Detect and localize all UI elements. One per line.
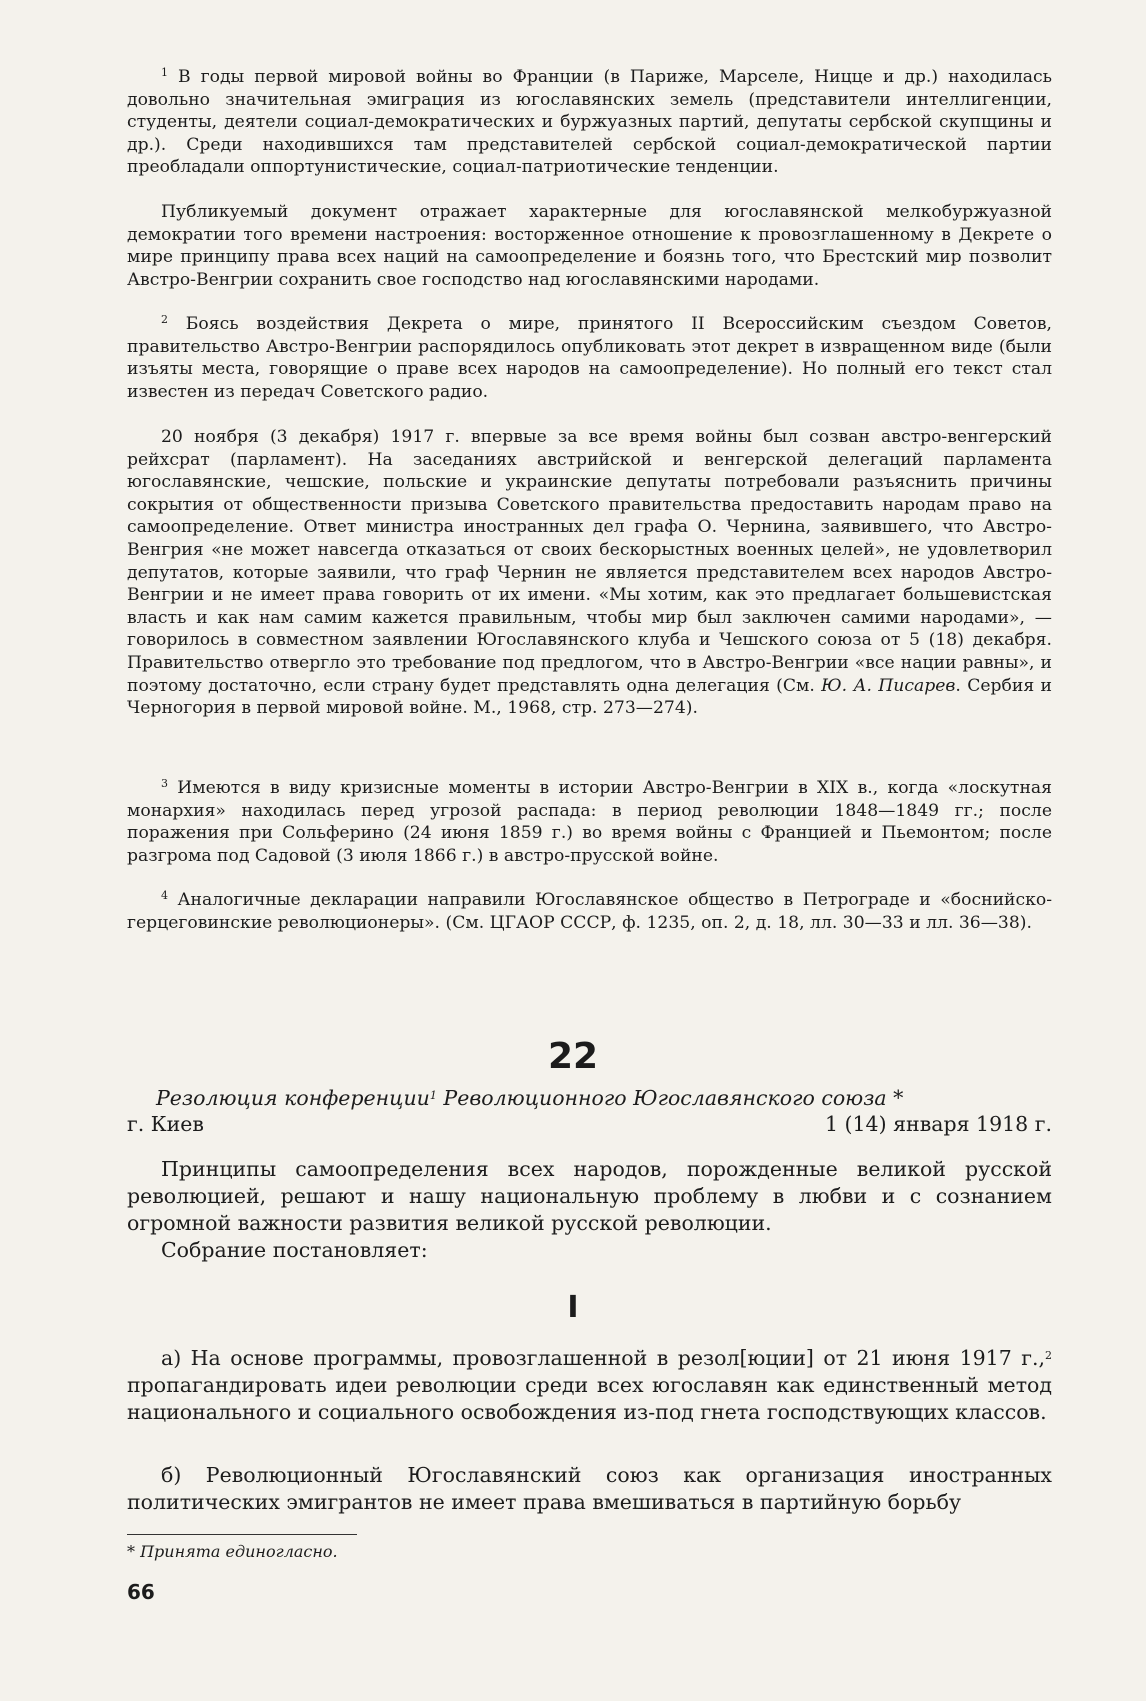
footnote-marker: 3 xyxy=(161,777,168,790)
intro-paragraph: Принципы самоопределения всех народов, порожденные великой русской революцией, решают и нашу национальную проблему в любви и с сознанием огромной важности развития великой русской революции. xyxy=(127,1157,1052,1235)
document-date: 1 (14) января 1918 г. xyxy=(824,1112,1052,1136)
footnote-3 xyxy=(127,777,1052,867)
section-number: I xyxy=(567,1290,579,1325)
footnote-text: Боясь воздействия Декрета о мире, принятого II Всероссийским съездом Советов, правительство Австро-Венгрии распорядилось опубликовать этот декрет в извращенном виде (были изъяты места, говорящие о праве всех народов на самоопределение). Но полный его текст стал известен из передач Советского радио. xyxy=(127,314,1052,402)
item-a-text: пропагандировать идеи революции среди всех югославян как единственный метод национального и социального освобождения из-под гнета господствующих классов. xyxy=(127,1373,1052,1424)
cited-author: Ю. А. Писарев xyxy=(821,675,956,696)
item-a-footnote-marker: 2 xyxy=(1045,1349,1052,1362)
footnote-4 xyxy=(127,889,1052,934)
footnote-marker: 4 xyxy=(161,889,168,902)
title-text: Революционного Югославянского союза xyxy=(436,1086,887,1110)
footnote-1-continued xyxy=(127,201,1052,291)
footnote-marker: 1 xyxy=(161,66,168,79)
assembly-line: Собрание постановляет: xyxy=(161,1238,428,1262)
document-place: г. Киев xyxy=(127,1112,204,1136)
title-footnote-marker: 1 xyxy=(429,1089,437,1102)
footnote-2 xyxy=(127,313,1052,403)
footnote-text: Публикуемый документ отражает характерные для югославянской мелкобуржуазной демократии того времени настроения: восторженное отношение к провозглашенному в Декрете о мире принципу права всех наций на самоопределение и боязнь того, что Брестский мир позволит Австро-Венгрии сохранить свое господство над югославянскими народами. xyxy=(127,202,1052,290)
item-a-text: а) На основе программы, провозглашенной в резол[юции] от 21 июня 1917 г., xyxy=(161,1346,1045,1370)
footnote-text: В годы первой мировой войны во Франции (в Париже, Марселе, Ницце и др.) находилась довольно значительная эмиграция из югославянских земель (представители интеллигенции, студенты, деятели социал-демократических и буржуазных партий, депутаты сербской скупщины и др.). Среди находившихся там представителей сербской социал-демократической партии преобладали оппортунистические, социал-патриотические тенденции. xyxy=(127,67,1052,178)
page-number: 66 xyxy=(127,1580,155,1604)
item-b: б) Революционный Югославянский союз как организация иностранных политических эмигрантов не имеет права вмешиваться в партийную борьбу xyxy=(127,1463,1052,1514)
title-star-marker: * xyxy=(886,1086,904,1110)
document-number: 22 xyxy=(547,1036,599,1077)
footnote-marker: 2 xyxy=(161,313,168,326)
footnote-text: . Сербия и Черногория в первой мировой войне. М., 1968, стр. 273—274). xyxy=(127,675,1052,719)
document-title xyxy=(156,1086,1036,1110)
title-text: Резолюция конференции xyxy=(156,1086,430,1110)
footnote-1 xyxy=(127,66,1052,179)
item-a xyxy=(127,1345,1052,1426)
footnote-text: Аналогичные декларации направили Югославянское общество в Петрограде и «боснийско-герцеговинские революционеры». (См. ЦГАОР СССР, ф. 1235, оп. 2, д. 18, лл. 30—33 и лл. 36—38). xyxy=(127,890,1052,933)
footnote-2-continued xyxy=(127,426,1052,720)
footnote-text: 20 ноября (3 декабря) 1917 г. впервые за все время войны был созван австро-венгерский рейхсрат (парламент). На заседаниях австрийской и венгерской делегаций парламента югославянские, чешские, польские и украинские депутаты потребовали разъяснить причины сокрытия от общественности призыва Советского правительства предоставить народам право на самоопределение. Ответ министра иностранных дел графа О. Чернина, заявившего, что Австро-Венгрия «не может навсегда отказаться от своих бескорыстных военных целей», не удовлетворил депутатов, которые заявили, что граф Чернин не является представителем всех народов Австро-Венгрии и не имеет права говорить от их имени. «Мы хотим, как это предлагает большевистская власть и как нам самим кажется правильным, чтобы мир был заключен самими народами», — говорилось в совместном заявлении Югославянского клуба и Чешского союза от 5 (18) декабря. Правительство отвергло это требование под предлогом, что в Австро-Венгрии «все нации равны», и поэтому достаточно, если страну будет представлять одна делегация (См. xyxy=(127,427,1052,696)
footnote-divider xyxy=(127,1534,357,1535)
footnote-text: Имеются в виду кризисные моменты в истории Австро-Венгрии в XIX в., когда «лоскутная монархия» находилась перед угрозой распада: в период революции 1848—1849 гг.; после поражения при Сольферино (24 июня 1859 г.) во время войны с Францией и Пьемонтом; после разгрома под Садовой (3 июля 1866 г.) в австро-прусской войне. xyxy=(127,778,1052,866)
document-footnote: * Принята единогласно. xyxy=(127,1542,338,1561)
